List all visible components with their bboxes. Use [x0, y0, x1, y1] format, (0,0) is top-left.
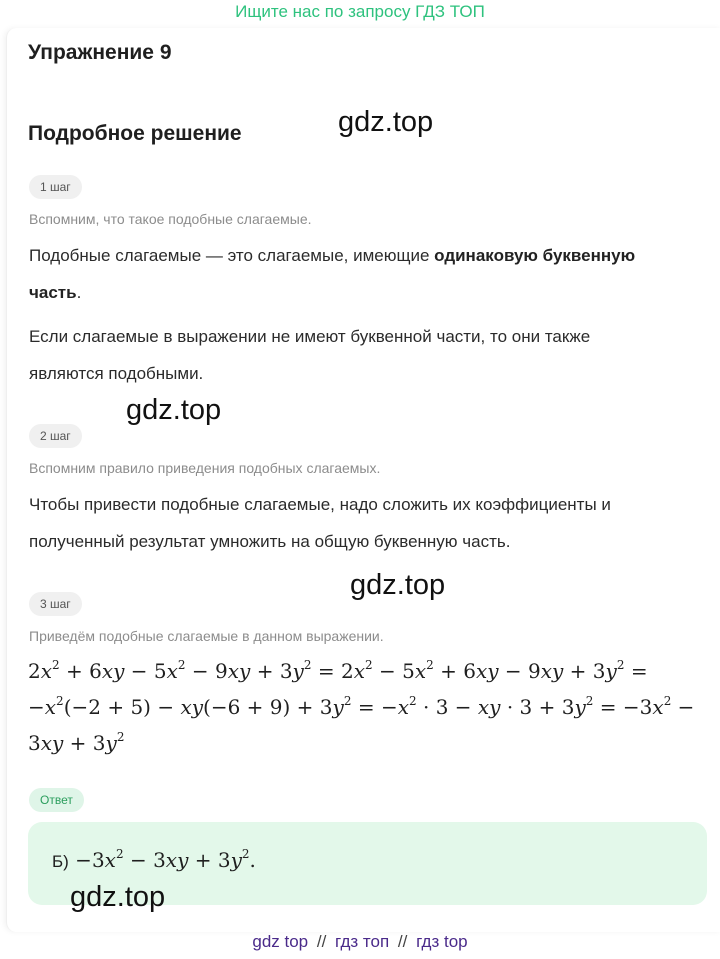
step-2-badge: 2 шаг	[29, 424, 82, 448]
math-line-1: $2x^2 + 6xy - 5x^2 - 9xy + 3y^2 = 2x^2 - 5x^2 + 6xy - 9xy + 3y^2$ =	[28, 658, 648, 683]
footer-separator: //	[397, 932, 408, 951]
step-2-rule: Чтобы привести подобные слагаемые, надо сложить их коэффициенты и полученный результат умножить на общую буквенную часть.	[29, 495, 611, 551]
math-line-3: $3xy + 3y^2$	[28, 730, 125, 755]
answer-badge: Ответ	[29, 788, 84, 812]
footer-link-2[interactable]: гдз топ	[335, 932, 390, 951]
exercise-title: Упражнение 9	[28, 41, 172, 64]
footer-separator: //	[316, 932, 327, 951]
solution-card	[6, 28, 720, 932]
watermark-text: gdz.top	[70, 881, 166, 913]
footer-links	[0, 932, 720, 952]
math-line-2: $-x^2(-2 + 5) - xy(-6 + 9) + 3y^2 = -x^2 \cdot 3$ − xy · $3 + 3y^2 = -3x^2$ −	[28, 694, 695, 719]
definition-text: Подобные слагаемые — это слагаемые, имеющие	[29, 246, 435, 265]
step-1-badge: 1 шаг	[29, 175, 82, 199]
footer-link-1[interactable]: gdz top	[252, 932, 309, 951]
step-1-hint: Вспомним, что такое подобные слагаемые.	[29, 211, 312, 227]
definition-bold-2: часть	[29, 283, 77, 302]
step-3-badge: 3 шаг	[29, 592, 82, 616]
step-3-hint: Приведём подобные слагаемые в данном выражении.	[29, 628, 384, 644]
step-2-hint: Вспомним правило приведения подобных слагаемых.	[29, 460, 381, 476]
answer-letter: Б)	[52, 852, 69, 871]
search-banner[interactable]: Ищите нас по запросу ГДЗ ТОП	[235, 2, 485, 21]
definition-bold-1: одинаковую буквенную	[434, 246, 636, 265]
footer-link-3[interactable]: гдз top	[416, 932, 468, 951]
watermark-text: gdz.top	[338, 106, 434, 138]
solution-title: Подробное решение	[28, 122, 242, 145]
watermark-text: gdz.top	[350, 569, 446, 601]
step-1-note: Если слагаемые в выражении не имеют буквенной части, то они также являются подобными.	[29, 327, 591, 383]
definition-end: .	[76, 283, 82, 302]
step-1-definition	[29, 237, 689, 311]
answer-expression: $Б) -3x^2 - 3xy + 3y^2$.	[52, 847, 256, 872]
watermark-text: gdz.top	[126, 394, 222, 426]
